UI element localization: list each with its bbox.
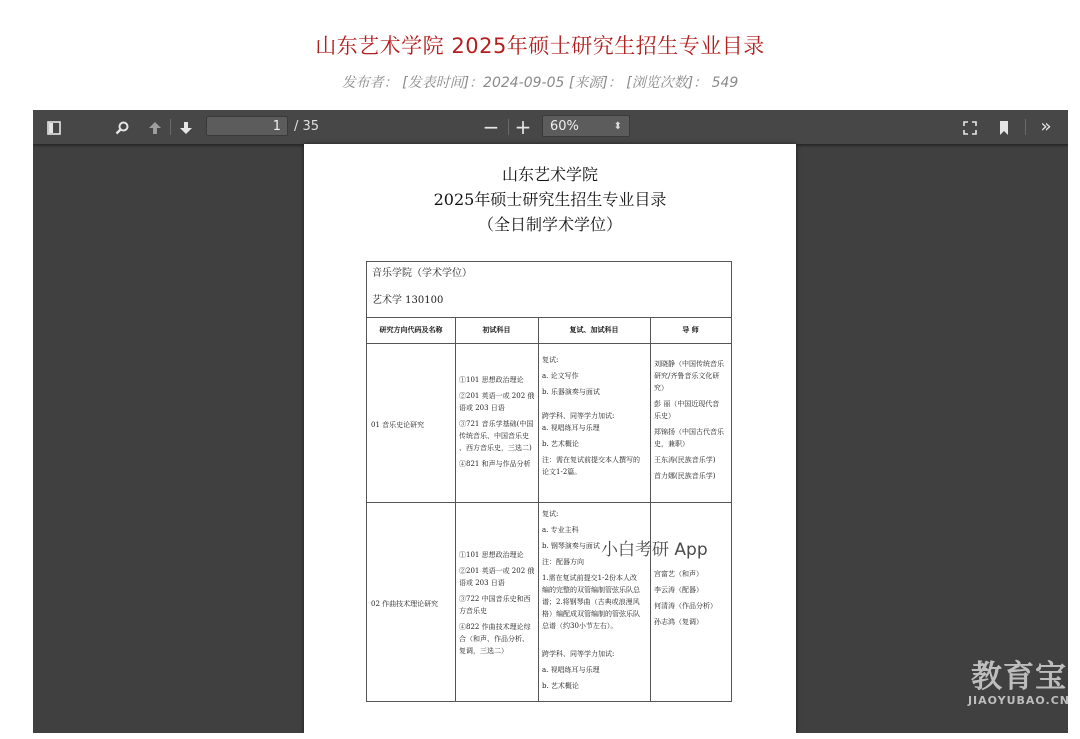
cell-line: 李云涛（配器）: [654, 586, 703, 594]
cell-line: 注：配器方向: [542, 558, 584, 566]
row1-exams: [459, 374, 537, 470]
cell-line: ①101 思想政治理论: [459, 551, 524, 559]
cell-line: a. 专业主科: [542, 526, 579, 534]
bookmark-icon[interactable]: [993, 110, 1015, 144]
page-count: / 35: [294, 119, 320, 134]
cell-line: [542, 398, 648, 410]
cell-line: 语或 203 日语: [459, 579, 505, 587]
search-icon[interactable]: [111, 110, 133, 144]
cell-line: ④822 作曲技术理论综: [459, 623, 531, 631]
cell-line: ③722 中国音乐史和西: [459, 595, 531, 603]
cell-line: a. 视唱练耳与乐理: [542, 666, 600, 674]
header-tutors: 导 师: [682, 325, 699, 334]
article-meta: 发布者： [发表时间]：2024-09-05 [来源]： [浏览次数]： 549: [341, 75, 739, 91]
cell-line: 编的完整的双管编制管弦乐队总: [542, 586, 640, 594]
cell-line: 传统音乐、中国音乐史: [459, 432, 529, 440]
zoom-in-icon[interactable]: +: [514, 115, 532, 139]
cell-line: 刘晓静（中国传统音乐: [654, 360, 724, 368]
pdf-page: [304, 144, 796, 733]
cell-line: 史，兼职）: [654, 440, 689, 448]
cell-line: b. 艺术概论: [542, 682, 579, 690]
cell-line: 方音乐史: [459, 607, 487, 615]
cell-line: 跨学科、同等学力加试:: [542, 412, 615, 420]
chevron-updown-icon: ⬍: [613, 121, 622, 132]
cell-line: 首力娜(民族音乐学): [654, 472, 716, 480]
cell-line: 注：需在复试前提交本人撰写的: [542, 456, 640, 464]
cell-line: 论文1-2篇。: [542, 468, 582, 476]
next-page-icon[interactable]: [175, 110, 197, 144]
cell-line: a. 视唱练耳与乐理: [542, 424, 600, 432]
cell-line: 格）编配成双管编制的管弦乐队: [542, 610, 640, 618]
cell-line: 合（和声、作品分析、: [459, 635, 529, 643]
cell-line: [542, 636, 648, 648]
cell-line: 跨学科、同等学力加试:: [542, 650, 615, 658]
row1-tutors: [654, 358, 730, 482]
page-title: 山东艺术学院 2025年硕士研究生招生专业目录: [315, 34, 765, 58]
doc-subtitle: （全日制学术学位）: [477, 215, 622, 234]
cell-line: 何清涛（作品分析）: [654, 602, 717, 610]
watermark-app: 小白考研 App: [601, 540, 708, 560]
cell-line: 王东涛(民族音乐学): [654, 456, 716, 464]
cell-line: 语或 203 日语: [459, 404, 505, 412]
cell-line: 复试:: [542, 356, 559, 364]
more-tools-icon[interactable]: »: [1040, 116, 1052, 137]
header-retest: 复试、加试科目: [569, 325, 619, 334]
row2-direction: 02 作曲技术理论研究: [371, 600, 439, 608]
major-name: 艺术学 130100: [372, 295, 444, 306]
logo-name: 教育宝: [970, 659, 1067, 695]
logo-domain: JIAOYUBAO.CN: [967, 694, 1070, 707]
cell-line: b. 乐器演奏与面试: [542, 388, 600, 396]
college-name: 音乐学院（学术学位）: [372, 268, 472, 279]
pdf-toolbar: [33, 110, 1068, 145]
header-exams: 初试科目: [482, 325, 511, 334]
cell-line: b. 钢琴演奏与面试: [542, 542, 600, 550]
doc-institution: 山东艺术学院: [501, 165, 598, 184]
doc-title: 2025年硕士研究生招生专业目录: [433, 190, 667, 209]
cell-line: ③721 音乐学基础(中国: [459, 420, 534, 428]
cell-line: 复试:: [542, 510, 559, 518]
cell-line: 谱；2.将钢琴曲（古典或浪漫风: [542, 598, 640, 606]
cell-line: 研究/齐鲁音乐文化研: [654, 372, 720, 380]
row1-direction: 01 音乐史论研究: [371, 421, 425, 429]
cell-line: b. 艺术概论: [542, 440, 579, 448]
cell-line: 复调，三选二）: [459, 647, 508, 655]
row2-tutors: [654, 568, 730, 628]
pdf-viewer: [33, 110, 1068, 733]
row1-retest: [542, 354, 648, 478]
zoom-out-icon[interactable]: −: [482, 115, 500, 139]
cell-line: 乐史）: [654, 412, 675, 420]
sidebar-toggle-icon[interactable]: [43, 110, 65, 144]
cell-line: a. 论文写作: [542, 372, 579, 380]
cell-line: ②201 英语一或 202 俄: [459, 567, 535, 575]
cell-line: ④821 和声与作品分析: [459, 460, 531, 468]
cell-line: 总谱（约30小节左右）。: [542, 622, 618, 630]
program-table: [366, 261, 732, 702]
site-logo: [968, 660, 1070, 707]
cell-line: ①101 思想政治理论: [459, 376, 524, 384]
row2-exams: [459, 549, 537, 657]
zoom-value: 60%: [550, 119, 579, 134]
cell-line: 宫富艺（和声）: [654, 570, 703, 578]
cell-line: 1.需在复试前提交1-2份本人改: [542, 574, 637, 582]
cell-line: 郑锦扬（中国古代音乐: [654, 428, 724, 436]
cell-line: 究）: [654, 384, 668, 392]
presentation-mode-icon[interactable]: [959, 110, 981, 144]
page-number-input[interactable]: 1: [206, 116, 288, 136]
cell-line: 彭 丽（中国近现代音: [654, 400, 720, 408]
previous-page-icon[interactable]: [144, 110, 166, 144]
header-direction: 研究方向代码及名称: [379, 325, 443, 334]
cell-line: 、西方音乐史，三选二): [459, 444, 532, 452]
zoom-select[interactable]: [542, 115, 630, 137]
cell-line: 孙志鸿（复调）: [654, 618, 703, 626]
cell-line: ②201 英语一或 202 俄: [459, 392, 535, 400]
